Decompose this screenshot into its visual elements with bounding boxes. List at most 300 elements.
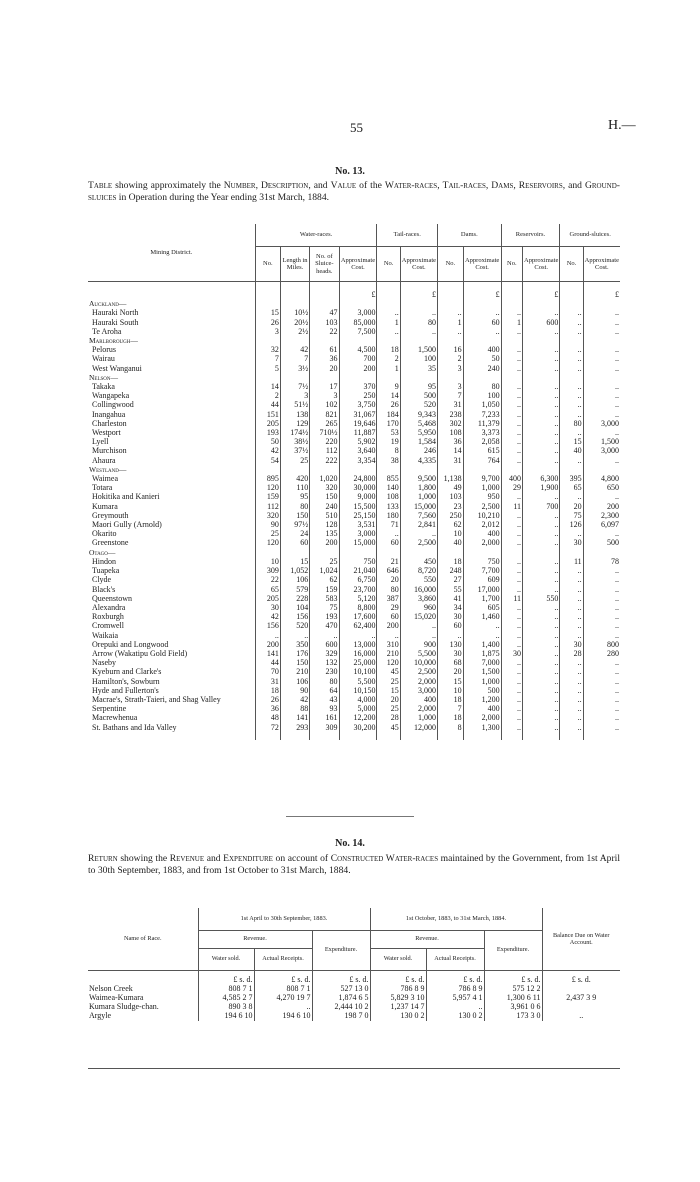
- group-period2: 1st October, 1883, to 31st March, 1884.: [370, 908, 542, 930]
- table-cell: 95: [280, 492, 309, 501]
- table-cell: 7,500: [339, 327, 377, 336]
- table-cell: 193: [255, 428, 280, 437]
- table-cell: 646: [377, 566, 400, 575]
- table-cell: ..: [501, 631, 522, 640]
- table-cell: 104: [280, 603, 309, 612]
- district-name: Tuapeka: [92, 566, 120, 576]
- table-cell: 1,020: [310, 474, 339, 483]
- table-cell: 15,000: [339, 538, 377, 547]
- table-cell: 34: [438, 603, 464, 612]
- col-mining-district: Mining District.: [88, 224, 255, 282]
- table-cell: 9,700: [463, 474, 501, 483]
- table-cell: 14: [438, 446, 464, 455]
- table-cell: ..: [377, 308, 400, 317]
- unit-label: £ s. d.: [312, 970, 370, 984]
- district-name: Cromwell: [92, 621, 124, 631]
- table-cell: 60: [463, 318, 501, 327]
- table-cell: 6,097: [583, 520, 620, 529]
- table-cell: 112: [255, 502, 280, 511]
- table-cell: 38½: [280, 437, 309, 446]
- table-cell: 9,500: [400, 474, 437, 483]
- table-row: [88, 640, 620, 649]
- table-row: [88, 704, 620, 713]
- table-cell: ..: [501, 391, 522, 400]
- table14-title: No. 14.: [335, 838, 365, 849]
- balance-due-value: ..: [542, 1011, 620, 1020]
- table-cell: 126: [560, 520, 583, 529]
- table-cell: 700: [523, 502, 560, 511]
- table-cell: 3,000: [339, 308, 377, 317]
- table-cell: 20: [377, 695, 400, 704]
- table-cell: 26: [255, 318, 280, 327]
- table-row: [88, 327, 620, 336]
- table-cell: 21,040: [339, 566, 377, 575]
- table-cell: 890 3 8: [198, 1002, 254, 1011]
- table-row: [88, 585, 620, 594]
- table-cell: ..: [501, 704, 522, 713]
- table-cell: ..: [560, 686, 583, 695]
- table-cell: 3,531: [339, 520, 377, 529]
- table-cell: 5,000: [339, 704, 377, 713]
- table-cell: ..: [310, 631, 339, 640]
- table-cell: ..: [400, 529, 437, 538]
- district-name: Pelorus: [92, 345, 116, 355]
- district-name: Black's: [92, 584, 116, 594]
- table-cell: ..: [560, 575, 583, 584]
- table-cell: 320: [310, 483, 339, 492]
- table-cell: 420: [280, 474, 309, 483]
- table-cell: 30: [438, 612, 464, 621]
- table-cell: ..: [523, 612, 560, 621]
- currency-symbol: £: [400, 290, 437, 299]
- table-cell: 23,700: [339, 585, 377, 594]
- table-cell: 80: [377, 585, 400, 594]
- table-cell: ..: [583, 456, 620, 465]
- table-cell: 500: [400, 391, 437, 400]
- table-row: [88, 984, 620, 993]
- table-cell: 950: [463, 492, 501, 501]
- table-row: [88, 594, 620, 603]
- table-cell: 9,000: [339, 492, 377, 501]
- table-cell: ..: [501, 658, 522, 667]
- table-cell: 20: [310, 364, 339, 373]
- table-cell: ..: [438, 631, 464, 640]
- table-cell: 80: [463, 382, 501, 391]
- table-cell: ..: [438, 308, 464, 317]
- table-cell: 35: [400, 364, 437, 373]
- table-cell: 106: [280, 677, 309, 686]
- table-cell: 15,500: [339, 502, 377, 511]
- group-tail-races: Tail-races.: [377, 224, 438, 247]
- table-cell: 3,750: [339, 400, 377, 409]
- table-cell: ..: [523, 631, 560, 640]
- col-tr-no: No.: [377, 247, 400, 282]
- table-cell: ..: [560, 631, 583, 640]
- table-cell: ..: [523, 456, 560, 465]
- col-gs-cost: Approximate Cost.: [583, 247, 620, 282]
- table-cell: 75: [560, 511, 583, 520]
- table-cell: 2,500: [400, 667, 437, 676]
- table-cell: ..: [583, 566, 620, 575]
- table-cell: ..: [501, 419, 522, 428]
- table-cell: ..: [560, 456, 583, 465]
- table-cell: ..: [560, 713, 583, 722]
- table-cell: 222: [310, 456, 339, 465]
- table-cell: 7: [255, 354, 280, 363]
- table-cell: 26: [255, 695, 280, 704]
- table-row: [88, 428, 620, 437]
- table-cell: 42: [255, 446, 280, 455]
- table-cell: 8,800: [339, 603, 377, 612]
- table-cell: 36: [438, 437, 464, 446]
- col-water-sold-2: Water sold.: [370, 948, 426, 970]
- table-cell: 18: [438, 557, 464, 566]
- table-cell: ..: [583, 658, 620, 667]
- table13-group-header: [88, 224, 620, 247]
- district-name: Alexandra: [92, 602, 126, 612]
- table-cell: 2,012: [463, 520, 501, 529]
- table-cell: ..: [583, 585, 620, 594]
- table-cell: 4,585 2 7: [198, 993, 254, 1002]
- table-cell: ..: [560, 327, 583, 336]
- table-cell: 159: [255, 492, 280, 501]
- table-cell: 10: [255, 557, 280, 566]
- table-cell: ..: [501, 410, 522, 419]
- table-cell: ..: [400, 631, 437, 640]
- table-cell: ..: [523, 566, 560, 575]
- page-number: 55: [350, 120, 363, 135]
- table-cell: 25: [310, 557, 339, 566]
- table-cell: 246: [400, 446, 437, 455]
- table-cell: ..: [583, 677, 620, 686]
- table-cell: ..: [501, 585, 522, 594]
- table-cell: 30: [438, 649, 464, 658]
- table-cell: ..: [438, 327, 464, 336]
- table-cell: 205: [255, 594, 280, 603]
- table-cell: 4,000: [339, 695, 377, 704]
- table-cell: 60: [377, 612, 400, 621]
- table-cell: 97½: [280, 520, 309, 529]
- table-cell: 786 8 9: [426, 984, 484, 993]
- table-cell: 108: [438, 428, 464, 437]
- table-cell: 750: [339, 557, 377, 566]
- table-cell: 4,270 19 7: [254, 993, 312, 1002]
- region-label: Nelson—: [89, 372, 119, 382]
- table-cell: 1,900: [523, 483, 560, 492]
- currency-row: [88, 290, 620, 299]
- table-cell: 309: [255, 566, 280, 575]
- district-name: Arrow (Wakatipu Gold Field): [92, 648, 188, 658]
- table-cell: 31: [255, 677, 280, 686]
- table-cell: 20: [438, 667, 464, 676]
- table-cell: ..: [523, 400, 560, 409]
- table-cell: 1,400: [463, 640, 501, 649]
- table-cell: 30: [255, 603, 280, 612]
- table-cell: 450: [400, 557, 437, 566]
- table-cell: 310: [377, 640, 400, 649]
- table-cell: 47: [310, 308, 339, 317]
- table-cell: 1,138: [438, 474, 464, 483]
- table-cell: 15: [280, 557, 309, 566]
- table-cell: 55: [438, 585, 464, 594]
- table-cell: 100: [400, 354, 437, 363]
- table-cell: 808 7 1: [254, 984, 312, 993]
- table-cell: 10: [438, 686, 464, 695]
- table-cell: 18: [438, 695, 464, 704]
- table-cell: 93: [310, 704, 339, 713]
- table-cell: 8,720: [400, 566, 437, 575]
- table-row: [88, 1011, 620, 1020]
- table-cell: 48: [255, 713, 280, 722]
- table-cell: 320: [255, 511, 280, 520]
- table-cell: 88: [280, 704, 309, 713]
- table-cell: ..: [523, 658, 560, 667]
- table-cell: 10: [438, 529, 464, 538]
- table-cell: ..: [501, 575, 522, 584]
- table-row: [88, 520, 620, 529]
- table-cell: 808 7 1: [198, 984, 254, 993]
- district-name: Westport: [92, 428, 121, 438]
- table-cell: 5,500: [400, 649, 437, 658]
- table-cell: 38: [377, 456, 400, 465]
- table-row: [88, 575, 620, 584]
- table-cell: ..: [501, 603, 522, 612]
- table-cell: ..: [501, 354, 522, 363]
- table-cell: ..: [501, 308, 522, 317]
- col-balance: Balance Due on Water Account.: [542, 908, 620, 970]
- table-row: [88, 677, 620, 686]
- group-reservoirs: Reservoirs.: [501, 224, 560, 247]
- table-cell: ..: [583, 695, 620, 704]
- table-cell: 3: [438, 382, 464, 391]
- table-cell: ..: [523, 354, 560, 363]
- table-cell: 615: [463, 446, 501, 455]
- table-row: [88, 649, 620, 658]
- district-name: St. Bathans and Ida Valley: [92, 722, 177, 732]
- table-cell: 61: [310, 345, 339, 354]
- table-cell: 3,354: [339, 456, 377, 465]
- table-cell: 1,237 14 7: [370, 1002, 426, 1011]
- table-cell: 112: [310, 446, 339, 455]
- table-cell: 141: [255, 649, 280, 658]
- table-cell: 28: [560, 649, 583, 658]
- table-cell: 700: [339, 354, 377, 363]
- table-cell: 3½: [280, 364, 309, 373]
- table-cell: 20: [377, 575, 400, 584]
- table-cell: ..: [501, 400, 522, 409]
- table-cell: 14: [255, 382, 280, 391]
- table-cell: 3: [310, 391, 339, 400]
- section-divider: [286, 816, 414, 817]
- table-cell: 193: [310, 612, 339, 621]
- table-cell: ..: [501, 538, 522, 547]
- table-cell: 20½: [280, 318, 309, 327]
- table-cell: 11,887: [339, 428, 377, 437]
- table-cell: 16,000: [339, 649, 377, 658]
- table-cell: 50: [255, 437, 280, 446]
- table-cell: 583: [310, 594, 339, 603]
- district-name: Totara: [92, 483, 113, 493]
- table-cell: 31: [438, 400, 464, 409]
- table-cell: 12,000: [400, 723, 437, 732]
- table-cell: 151: [255, 410, 280, 419]
- units-row: [88, 970, 620, 984]
- district-name: Ahaura: [92, 455, 116, 465]
- table-cell: 500: [583, 538, 620, 547]
- table-cell: 170: [377, 419, 400, 428]
- group-revenue-2: Revenue.: [370, 930, 484, 948]
- table-cell: ..: [523, 511, 560, 520]
- table-cell: 12,200: [339, 713, 377, 722]
- currency-symbol: £: [583, 290, 620, 299]
- table-cell: ..: [583, 327, 620, 336]
- table-cell: 65: [255, 585, 280, 594]
- table-cell: 15,000: [400, 502, 437, 511]
- table-cell: 960: [400, 603, 437, 612]
- table-cell: 265: [310, 419, 339, 428]
- table-cell: ..: [583, 667, 620, 676]
- table-cell: 110: [280, 483, 309, 492]
- table-cell: 900: [400, 640, 437, 649]
- unit-label: £ s. d.: [426, 970, 484, 984]
- table-row: [88, 603, 620, 612]
- table-cell: 133: [377, 502, 400, 511]
- table-cell: 9,343: [400, 410, 437, 419]
- table-cell: 8: [377, 446, 400, 455]
- table-cell: 18: [255, 686, 280, 695]
- table-cell: 70: [255, 667, 280, 676]
- table-cell: 23: [438, 502, 464, 511]
- table-cell: 78: [583, 557, 620, 566]
- table-cell: ..: [583, 354, 620, 363]
- table-cell: 400: [400, 695, 437, 704]
- table-cell: ..: [523, 723, 560, 732]
- table-cell: 27: [438, 575, 464, 584]
- table14-bottom-rule: [88, 1068, 620, 1069]
- table14-caption: Return showing the Revenue and Expenditure on account of Constructed Water-races maintained by the Government, from 1st April to 30th September, 1883, and from 1st October to 31st March, 1884.: [88, 853, 621, 876]
- table-cell: 10½: [280, 308, 309, 317]
- table-cell: ..: [501, 345, 522, 354]
- table-cell: ..: [583, 492, 620, 501]
- table-cell: 120: [255, 483, 280, 492]
- table-cell: 200: [377, 621, 400, 630]
- table-cell: ..: [501, 456, 522, 465]
- district-name: Te Aroha: [92, 326, 122, 336]
- table-cell: 2,000: [463, 713, 501, 722]
- table-cell: 3,640: [339, 446, 377, 455]
- table-row: [88, 538, 620, 547]
- district-name: Roxburgh: [92, 612, 124, 622]
- table-cell: 470: [310, 621, 339, 630]
- table-cell: ..: [560, 621, 583, 630]
- table-cell: 21: [377, 557, 400, 566]
- table-cell: ..: [560, 704, 583, 713]
- district-name: Hyde and Fullerton's: [92, 685, 159, 695]
- table-cell: 150: [280, 658, 309, 667]
- table-cell: 25: [377, 704, 400, 713]
- table-cell: 3: [438, 364, 464, 373]
- table-cell: ..: [560, 585, 583, 594]
- table-cell: ..: [523, 419, 560, 428]
- table-cell: ..: [501, 723, 522, 732]
- race-name: Argyle: [89, 1011, 112, 1021]
- table-cell: ..: [523, 327, 560, 336]
- table-cell: 130 0 2: [426, 1011, 484, 1020]
- table-cell: 13,000: [339, 640, 377, 649]
- district-name: Naseby: [92, 658, 116, 668]
- table-cell: 19,646: [339, 419, 377, 428]
- table-cell: 32: [255, 345, 280, 354]
- table-cell: ..: [583, 428, 620, 437]
- district-name: Greenstone: [92, 538, 129, 548]
- col-dm-cost: Approximate Cost.: [463, 247, 501, 282]
- table-cell: 40: [438, 538, 464, 547]
- table-cell: 51½: [280, 400, 309, 409]
- table-cell: ..: [280, 631, 309, 640]
- table-cell: 176: [280, 649, 309, 658]
- table-cell: 2: [377, 354, 400, 363]
- table-cell: 220: [310, 437, 339, 446]
- table-row: [88, 354, 620, 363]
- table-cell: 7: [438, 391, 464, 400]
- table-cell: ..: [523, 557, 560, 566]
- table-cell: ..: [501, 364, 522, 373]
- table-row: [88, 566, 620, 575]
- table-cell: 800: [583, 640, 620, 649]
- table-cell: 329: [310, 649, 339, 658]
- table-cell: ..: [560, 410, 583, 419]
- table-cell: ..: [523, 686, 560, 695]
- col-gs-no: No.: [560, 247, 583, 282]
- table-cell: 7,000: [463, 658, 501, 667]
- race-name: Kumara Sludge-chan.: [89, 1002, 159, 1012]
- table-cell: ..: [583, 612, 620, 621]
- table-row: [88, 492, 620, 501]
- table-cell: 150: [280, 511, 309, 520]
- table-cell: ..: [501, 686, 522, 695]
- table-cell: 11: [560, 557, 583, 566]
- table-cell: 43: [310, 695, 339, 704]
- table-cell: 18: [377, 345, 400, 354]
- table-cell: 30: [560, 538, 583, 547]
- table-cell: 80: [560, 419, 583, 428]
- table-cell: ..: [377, 529, 400, 538]
- table-cell: 41: [438, 594, 464, 603]
- table-cell: ..: [523, 391, 560, 400]
- table-cell: ..: [501, 713, 522, 722]
- table-cell: 15: [377, 686, 400, 695]
- district-name: Macrewhenua: [92, 713, 138, 723]
- table-cell: 24: [280, 529, 309, 538]
- table-cell: 36: [310, 354, 339, 363]
- table-cell: ..: [501, 566, 522, 575]
- table-row: [88, 695, 620, 704]
- table13-title: No. 13.: [335, 166, 365, 177]
- table-cell: 5,120: [339, 594, 377, 603]
- table-cell: 1,584: [400, 437, 437, 446]
- table-cell: ..: [583, 713, 620, 722]
- district-name: Clyde: [92, 575, 112, 585]
- table-cell: 1,500: [583, 437, 620, 446]
- table-cell: ..: [583, 391, 620, 400]
- unit-label: £ s. d.: [542, 970, 620, 984]
- district-name: Murchison: [92, 446, 127, 456]
- table-cell: 62,400: [339, 621, 377, 630]
- region-label: Otago—: [89, 547, 116, 557]
- table-cell: 140: [377, 483, 400, 492]
- table-cell: 161: [310, 713, 339, 722]
- table-row: [88, 410, 620, 419]
